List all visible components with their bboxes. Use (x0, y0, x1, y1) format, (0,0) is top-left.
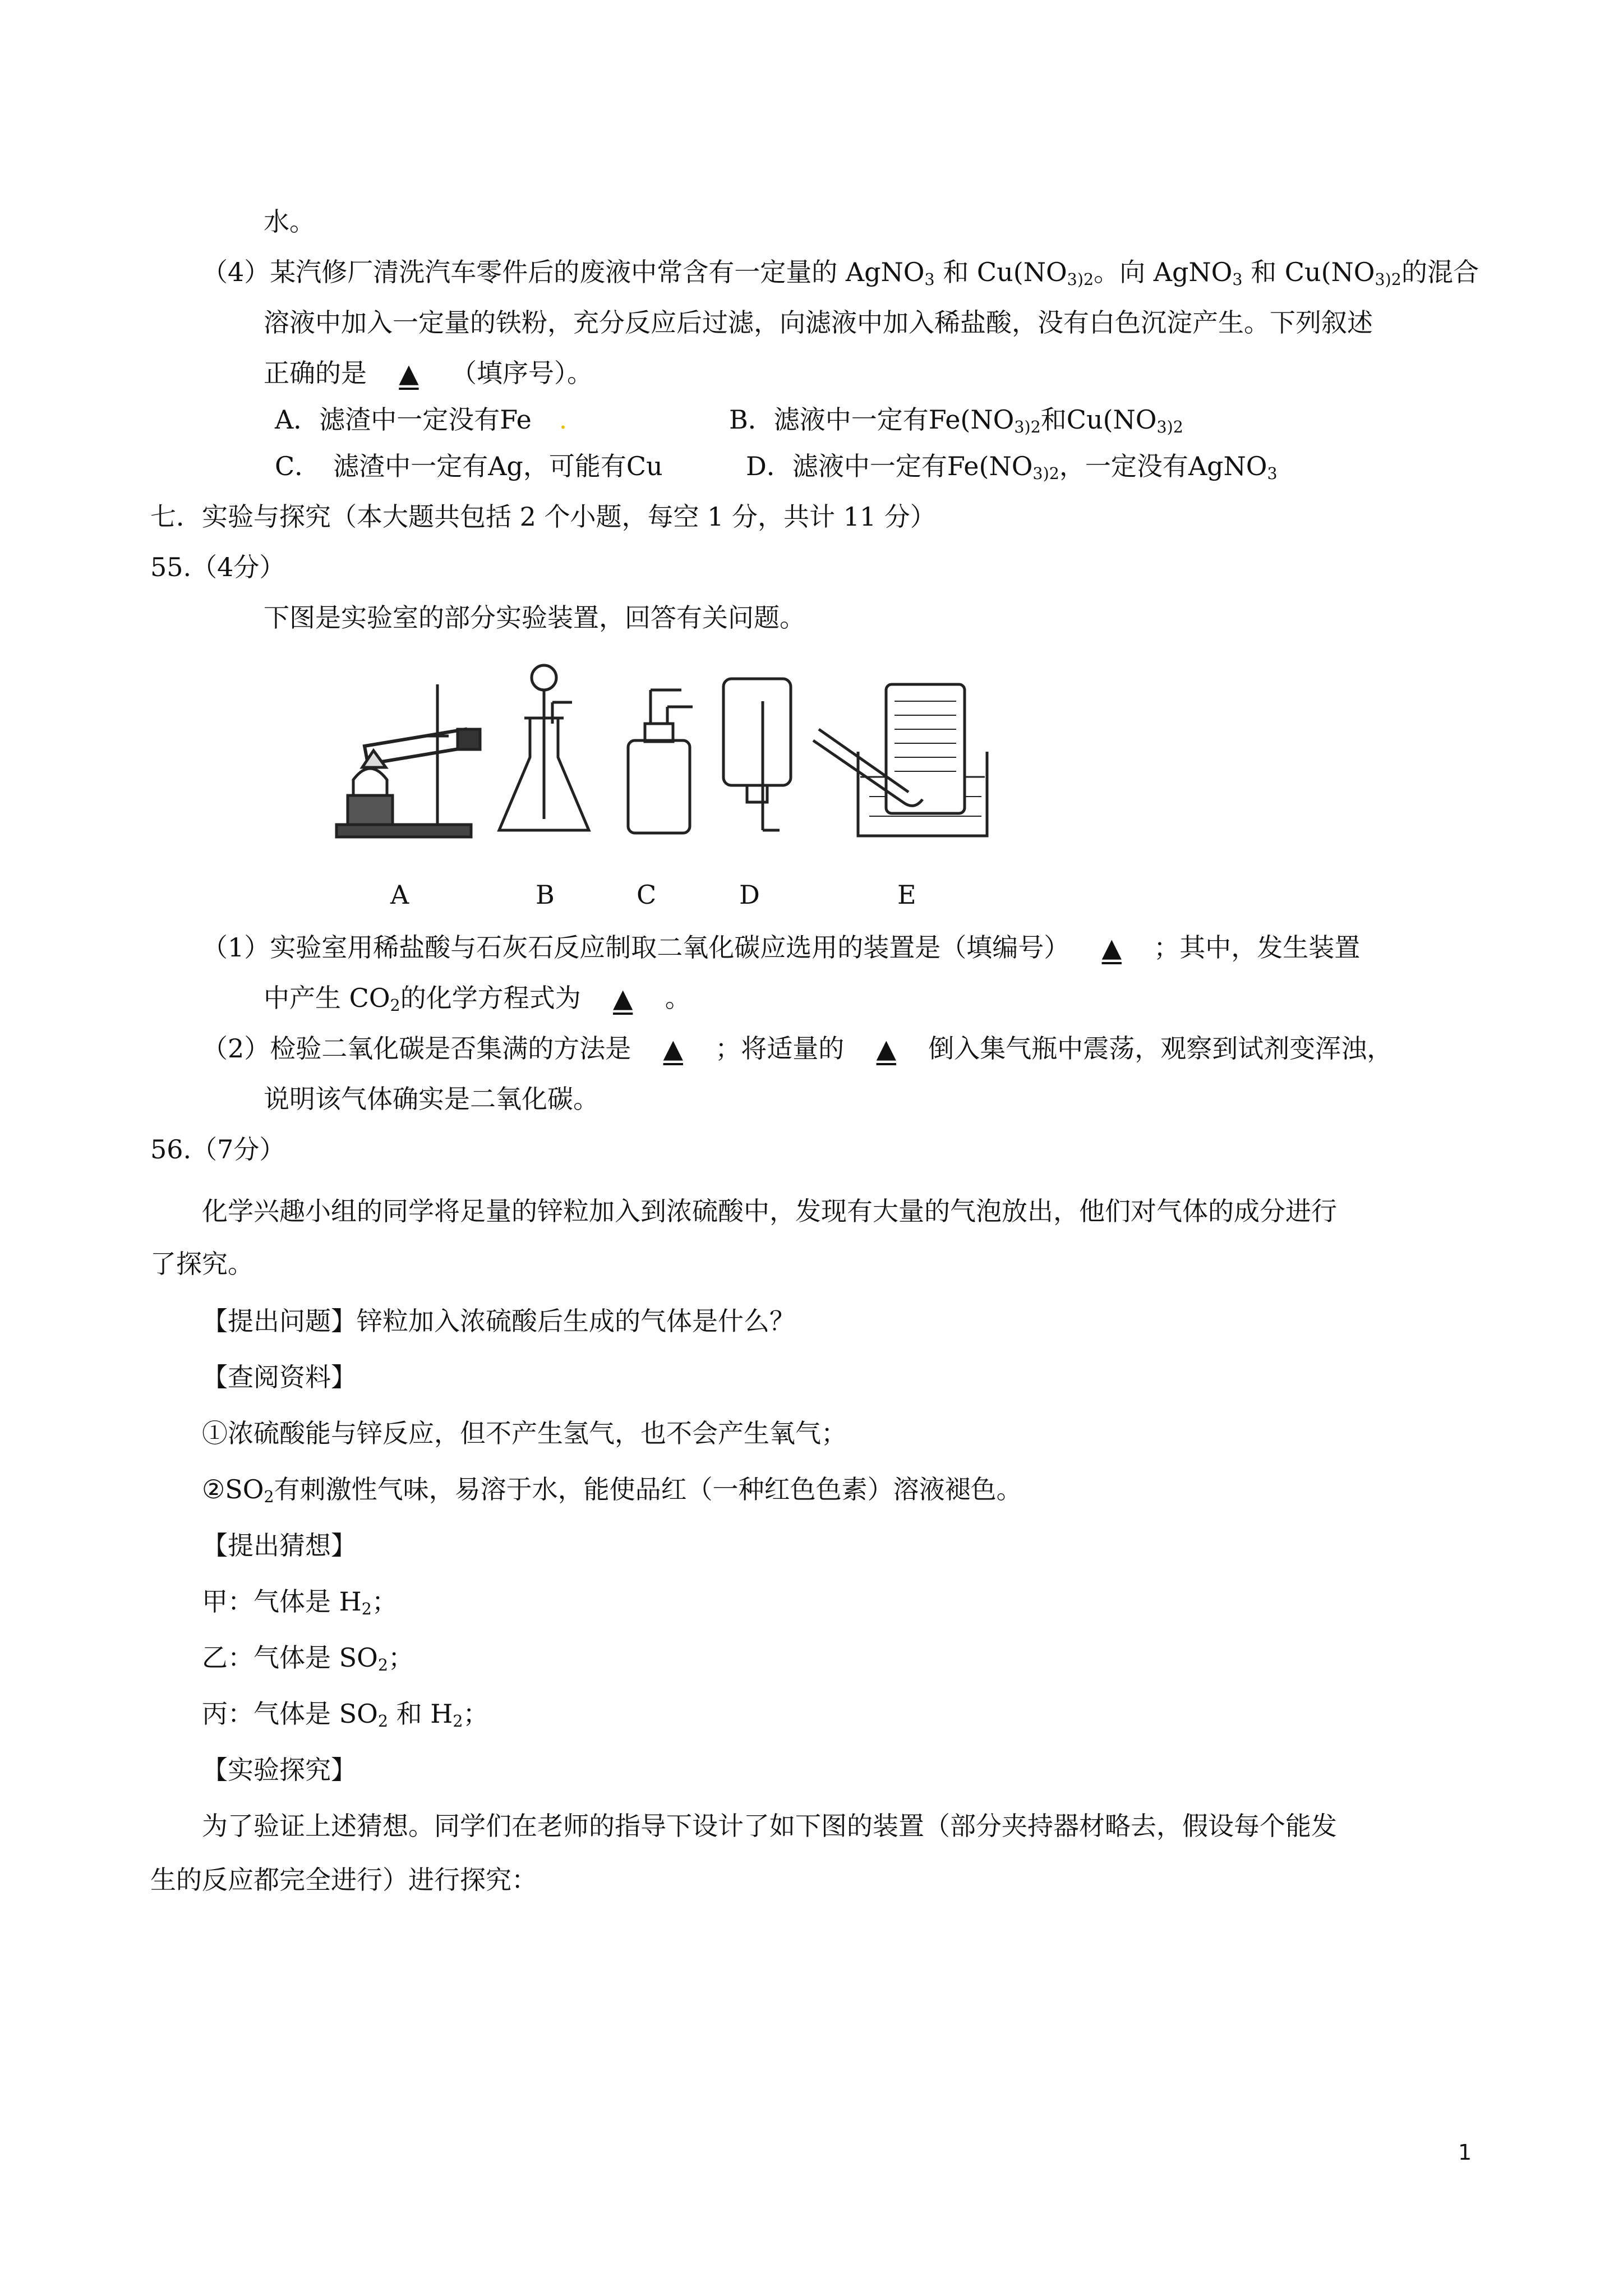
q56-ref-1: ①浓硫酸能与锌反应，但不产生氢气，也不会产生氧气； (202, 1418, 847, 1448)
text-run: 中产生 CO (264, 983, 390, 1013)
q56-ref-heading: 【查阅资料】 (202, 1362, 357, 1392)
subscript: 3 (1156, 418, 1167, 437)
text-run: ；其中，发生装置 (1154, 932, 1361, 963)
q55-part1-line2 (264, 985, 691, 1014)
yellow-dot-mark: . (559, 404, 568, 435)
q56-exp-heading: 【实验探究】 (202, 1755, 357, 1785)
text-run: ； (388, 1642, 414, 1673)
q56-guess-2 (202, 1642, 414, 1675)
label-e: E (897, 880, 916, 910)
subscript: 3 (1032, 464, 1043, 484)
label-c: C (637, 880, 657, 910)
text-run: 。向 AgNO (1094, 257, 1233, 287)
subscript: 3 (1014, 418, 1025, 437)
apparatus-c-icon (628, 690, 693, 833)
q55-part1-line1 (202, 932, 1361, 963)
subscript: 2 (377, 1656, 389, 1675)
continuation-text: 水。 (264, 206, 315, 237)
option-b (729, 404, 1183, 437)
subscript: 3 (1232, 270, 1243, 289)
page-number: 1 (1458, 2140, 1472, 2165)
option-c: C． 滤渣中一定有Ag，可能有Cu (275, 451, 663, 481)
option-d (746, 453, 1278, 482)
subscript: 2 (264, 1488, 274, 1507)
subscript: )2 (1077, 270, 1094, 289)
text-run: （4）某汽修厂清洗汽车零件后的废液中常含有一定量的 AgNO (202, 257, 925, 287)
q56-question: 【提出问题】锌粒加入浓硫酸后生成的气体是什么？ (202, 1306, 795, 1336)
subscript: )2 (1024, 418, 1041, 437)
q54-part4-line2: 溶液中加入一定量的铁粉，充分反应后过滤，向滤液中加入稀盐酸，没有白色沉淀产生。下列叙述 (264, 307, 1373, 338)
text-run: A．滤渣中一定没有Fe (275, 404, 532, 435)
text-run: 和 H (396, 1699, 453, 1729)
text-run: 有刺激性气味，易溶于水，能使品红（一种红色色素）溶液褪色。 (274, 1474, 1022, 1504)
q56-exp-line1: 为了验证上述猜想。同学们在老师的指导下设计了如下图的装置（部分夹持器材略去，假设每个能发 (202, 1811, 1337, 1841)
text-run: （2）检验二氧化碳是否集满的方法是 (202, 1033, 631, 1064)
label-d: D (739, 880, 760, 910)
option-a (275, 404, 568, 435)
subscript: )2 (1385, 270, 1401, 289)
text-run: B．滤液中一定有Fe(NO (729, 404, 1015, 435)
lab-apparatus-figure (331, 662, 993, 858)
text-run: 和 Cu(NO (943, 257, 1067, 287)
q56-ref-2 (202, 1476, 1022, 1506)
subscript: 3 (1267, 464, 1278, 484)
apparatus-d-icon (723, 679, 791, 830)
text-run: 的混合 (1401, 257, 1479, 287)
q56-guess-1 (202, 1586, 398, 1619)
question-number: 56.（7分） (150, 1134, 285, 1165)
text-run: 的化学方程式为 (400, 983, 581, 1013)
answer-blank[interactable]: ▲ (612, 983, 633, 1013)
text-run: ，一定没有AgNO (1059, 451, 1267, 481)
subscript: )2 (1043, 464, 1059, 484)
apparatus-a-icon (336, 684, 480, 837)
apparatus-b-icon (499, 665, 589, 830)
text-run: ； (463, 1699, 489, 1729)
subscript: 2 (453, 1712, 463, 1731)
text-run: 和Cu(NO (1040, 404, 1157, 435)
answer-blank[interactable]: ▲ (399, 358, 419, 388)
text-run: （1）实验室用稀盐酸与石灰石反应制取二氧化碳应选用的装置是（填编号） (202, 932, 1070, 963)
text-run: 甲：气体是 H (202, 1586, 362, 1617)
q54-part4-line3 (264, 360, 593, 386)
label-a: A (390, 880, 409, 910)
question-number: 55.（4分） (150, 552, 285, 582)
q56-guess-heading: 【提出猜想】 (202, 1530, 357, 1561)
question-intro: 下图是实验室的部分实验装置，回答有关问题。 (264, 602, 805, 633)
text-run: 。 (665, 983, 691, 1013)
apparatus-e-icon (813, 684, 987, 836)
q56-intro-line2: 了探究。 (150, 1249, 253, 1279)
q56-guess-3 (202, 1701, 489, 1730)
answer-blank[interactable]: ▲ (1101, 932, 1122, 963)
text-run: D．滤液中一定有Fe(NO (746, 451, 1033, 481)
text-run: 丙：气体是 SO (202, 1699, 378, 1729)
text-run: 倒入集气瓶中震荡，观察到试剂变浑浊， (928, 1033, 1393, 1064)
text-run: 乙：气体是 SO (202, 1642, 378, 1673)
q56-exp-line2: 生的反应都完全进行）进行探究： (150, 1865, 537, 1895)
subscript: 2 (361, 1600, 372, 1619)
subscript: 2 (377, 1712, 389, 1731)
subscript: 3 (924, 270, 935, 289)
text-run: 正确的是 (264, 358, 367, 388)
q55-part2-line2: 说明该气体确实是二氧化碳。 (264, 1084, 599, 1114)
answer-blank[interactable]: ▲ (876, 1033, 896, 1064)
subscript: )2 (1166, 418, 1183, 437)
text-run: ；将适量的 (715, 1033, 845, 1064)
subscript: 3 (1067, 270, 1077, 289)
label-b: B (536, 880, 555, 910)
text-run: ②SO (202, 1474, 264, 1504)
subscript: 2 (390, 996, 400, 1015)
text-run: 和 Cu(NO (1251, 257, 1375, 287)
section-heading: 七．实验与探究（本大题共包括 2 个小题，每空 1 分，共计 11 分） (150, 501, 936, 532)
text-run: ； (371, 1586, 398, 1617)
text-run: （填序号）。 (451, 358, 593, 388)
q55-part2-line1 (202, 1033, 1393, 1064)
q54-part4-line1 (202, 259, 1479, 288)
subscript: 3 (1375, 270, 1385, 289)
answer-blank[interactable]: ▲ (663, 1033, 683, 1064)
q56-intro-line1: 化学兴趣小组的同学将足量的锌粒加入到浓硫酸中，发现有大量的气泡放出，他们对气体的成分进行 (202, 1196, 1337, 1226)
